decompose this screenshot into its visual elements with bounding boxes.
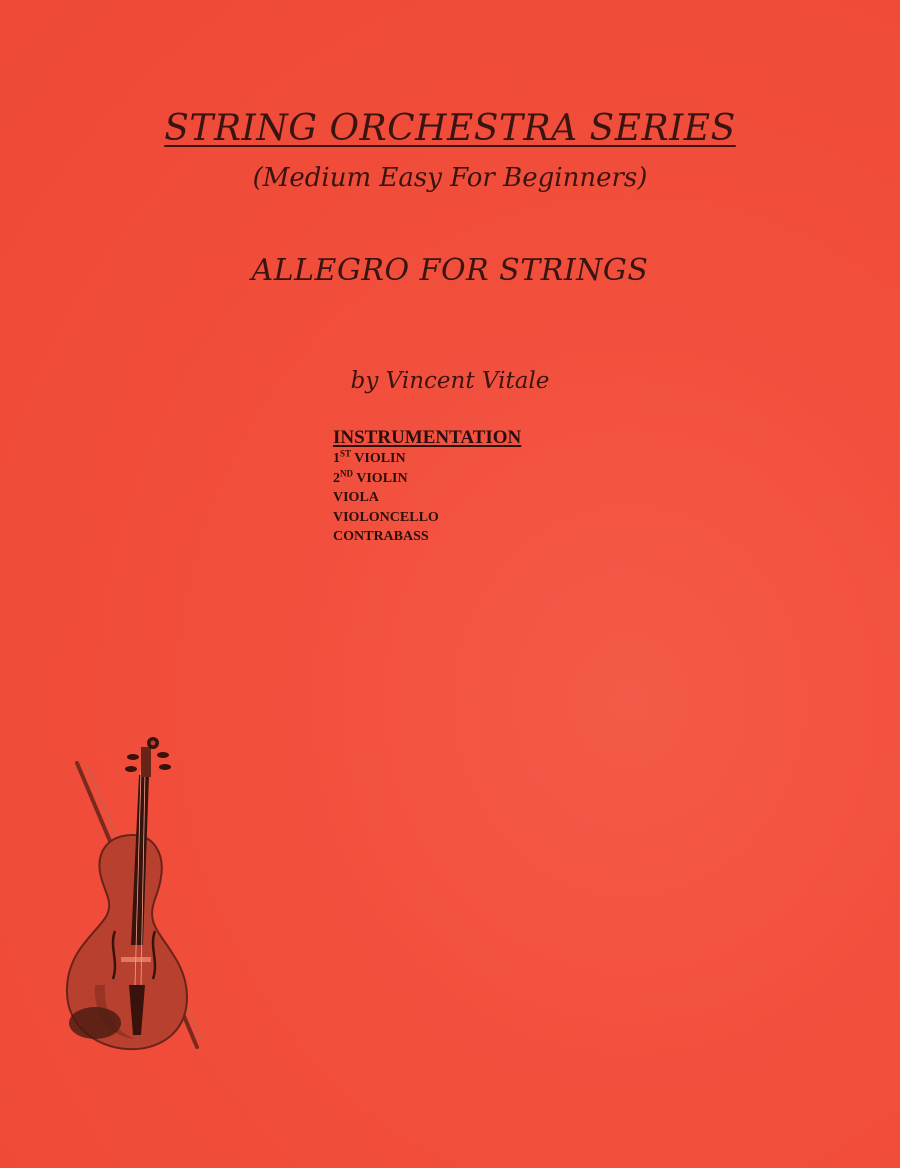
instrument-item: 2ND VIOLIN bbox=[333, 467, 408, 486]
instrumentation-heading: INSTRUMENTATION bbox=[333, 427, 522, 448]
instrument-item: CONTRABASS bbox=[333, 529, 429, 544]
piece-title: ALLEGRO FOR STRINGS bbox=[251, 253, 649, 288]
series-title-text: STRING ORCHESTRA SERIES bbox=[164, 108, 736, 149]
instrument-list bbox=[333, 449, 521, 547]
composer-credit: by Vincent Vitale bbox=[350, 368, 550, 394]
instrument-item: VIOLONCELLO bbox=[333, 509, 439, 525]
instrument-item: VIOLA bbox=[333, 490, 379, 505]
series-title bbox=[0, 108, 900, 149]
instrument-item: 1ST VIOLIN bbox=[333, 448, 406, 466]
violin-and-bow-icon bbox=[55, 735, 215, 1055]
instrumentation-block bbox=[333, 427, 521, 547]
series-subtitle: (Medium Easy For Beginners) bbox=[252, 163, 648, 193]
